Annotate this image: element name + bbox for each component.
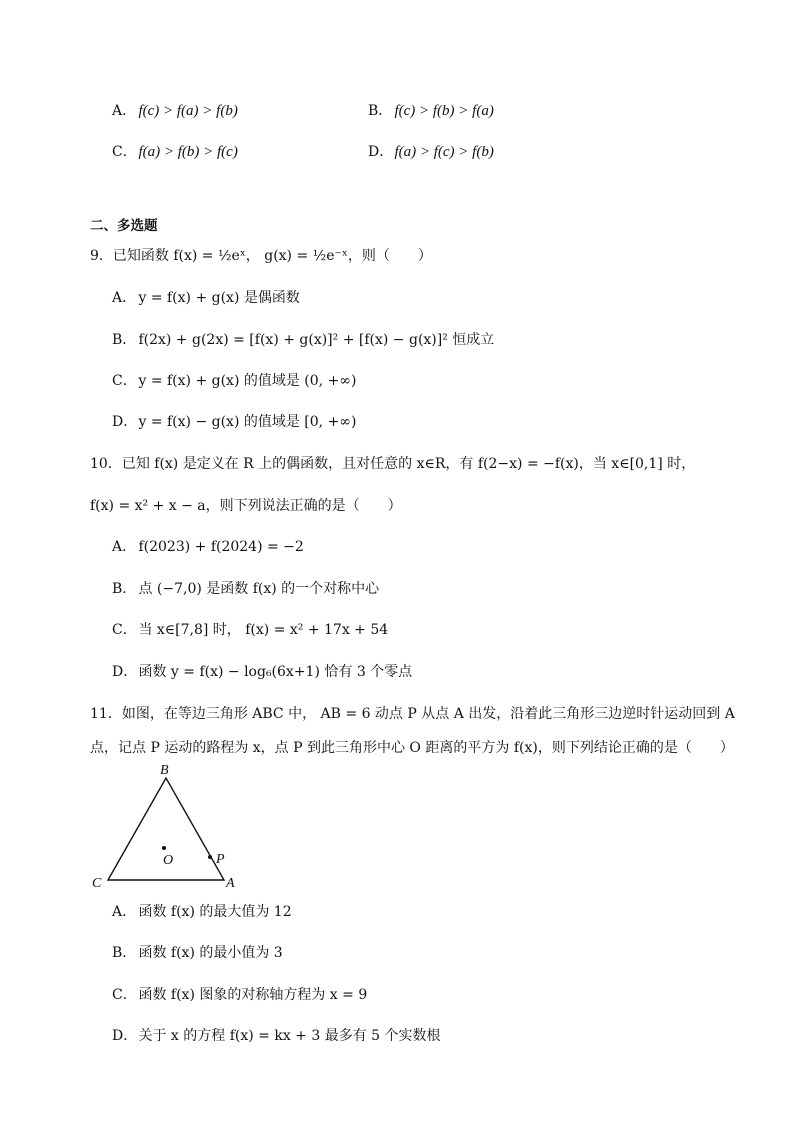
option-label: B． — [112, 581, 137, 597]
moving-point-p — [208, 855, 212, 859]
option-text: f(c) > f(b) > f(a) — [394, 103, 494, 119]
vertex-a-label: A — [226, 876, 235, 891]
q10-stem-line2: f(x) = x² + x − a，则下列说法正确的是（ ） — [90, 498, 402, 514]
option-label: A． — [112, 904, 137, 920]
q11-stem-line1: 11．如图，在等边三角形 ABC 中， AB = 6 动点 P 从点 A 出发，沿着此三角形三边逆时针运动回到 A — [90, 706, 735, 722]
point-p-label: P — [216, 852, 225, 867]
option-label: C． — [112, 373, 137, 389]
option-text: y = f(x) + g(x) 是偶函数 — [138, 290, 300, 306]
q9-option-a — [112, 288, 300, 308]
option-text: 当 x∈[7,8] 时， f(x) = x² + 17x + 54 — [138, 622, 389, 638]
q11-option-d — [112, 1026, 441, 1046]
option-label: A． — [112, 290, 137, 306]
q8-option-d — [368, 142, 494, 162]
option-text: f(2023) + f(2024) = −2 — [138, 539, 304, 555]
option-label: C． — [112, 144, 137, 160]
option-text: 函数 y = f(x) − log₆(6x+1) 恰有 3 个零点 — [138, 664, 413, 680]
center-point-o — [162, 846, 166, 850]
q11-option-c — [112, 985, 367, 1005]
option-text: 关于 x 的方程 f(x) = kx + 3 最多有 5 个实数根 — [138, 1028, 441, 1044]
q10-option-d — [112, 662, 412, 682]
q8-option-c — [112, 142, 238, 162]
option-text: 点 (−7,0) 是函数 f(x) 的一个对称中心 — [138, 581, 380, 597]
option-label: A． — [112, 539, 137, 555]
q11-option-b — [112, 943, 283, 963]
option-label: B． — [112, 332, 137, 348]
vertex-b-label: B — [160, 763, 169, 778]
option-text: f(c) > f(a) > f(b) — [138, 103, 238, 119]
option-text: 函数 f(x) 的最大值为 12 — [138, 904, 292, 920]
q8-option-b — [368, 101, 494, 121]
option-text: f(a) > f(b) > f(c) — [138, 144, 238, 160]
vertex-c-label: C — [92, 876, 102, 891]
option-text: y = f(x) + g(x) 的值域是 (0, +∞) — [138, 373, 357, 389]
option-label: D． — [112, 414, 138, 430]
q9-option-b — [112, 330, 494, 350]
option-text: 函数 f(x) 的最小值为 3 — [138, 945, 283, 961]
q9-option-c — [112, 371, 356, 391]
q9-option-d — [112, 412, 356, 432]
q11-stem-line2: 点，记点 P 运动的路程为 x，点 P 到此三角形中心 O 距离的平方为 f(x)，则下列结论正确的是（ ） — [90, 740, 734, 756]
q10-stem-line1: 10．已知 f(x) 是定义在 R 上的偶函数，且对任意的 x∈R，有 f(2−x) = −f(x)，当 x∈[0,1] 时， — [90, 456, 696, 472]
q9-stem: 9．已知函数 f(x) = ½eˣ， g(x) = ½e⁻ˣ，则（ ） — [90, 248, 432, 264]
option-label: B． — [112, 945, 137, 961]
triangle-figure — [84, 760, 254, 895]
q10-option-b — [112, 579, 379, 599]
option-label: B． — [368, 103, 393, 119]
q10-option-c — [112, 620, 388, 640]
option-label: D． — [112, 664, 138, 680]
option-label: A． — [112, 103, 137, 119]
option-text: f(a) > f(c) > f(b) — [394, 144, 494, 160]
center-o-label: O — [163, 853, 174, 868]
option-label: C． — [112, 987, 137, 1003]
option-label: D． — [112, 1028, 138, 1044]
q10-option-a — [112, 537, 304, 557]
option-label: C． — [112, 622, 137, 638]
option-text: 函数 f(x) 图象的对称轴方程为 x = 9 — [138, 987, 368, 1003]
option-label: D． — [368, 144, 394, 160]
q8-option-a — [112, 101, 238, 121]
option-text: f(2x) + g(2x) = [f(x) + g(x)]² + [f(x) − g(x)]² 恒成立 — [138, 332, 495, 348]
option-text: y = f(x) − g(x) 的值域是 [0, +∞) — [138, 414, 357, 430]
section-title: 二、多选题 — [90, 218, 158, 234]
q11-option-a — [112, 902, 292, 922]
